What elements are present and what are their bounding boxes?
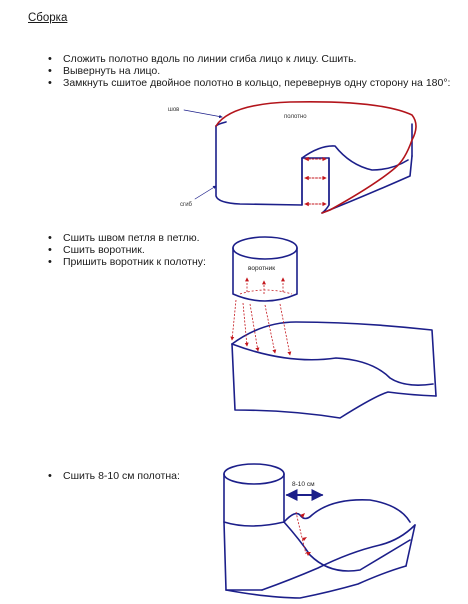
collar-label: воротник <box>248 265 276 272</box>
fold-label: сгиб <box>180 202 192 208</box>
base3-left <box>224 522 262 590</box>
base3-top <box>284 500 410 522</box>
seam-label: шов <box>168 107 180 113</box>
seam-pointer <box>184 110 222 117</box>
base-ring-inner <box>232 344 433 385</box>
ring-seam-divider <box>302 158 329 205</box>
base3-fold <box>262 525 415 590</box>
step3-item-1: • Сшить 8-10 см полотна: <box>46 470 180 482</box>
base3-front <box>226 566 406 598</box>
fold-pointer <box>195 186 216 199</box>
step1-item-1: • Сложить полотно вдоль по линии сгиба лицо к лицу. Сшить. <box>46 53 450 65</box>
collar3-top-ellipse <box>224 464 284 484</box>
step2-item-1: • Сшить швом петля в петлю. <box>46 232 206 244</box>
page-title: Сборка <box>28 12 68 24</box>
base3-inner <box>284 522 410 571</box>
step1-item-2: • Вывернуть на лицо. <box>46 65 450 77</box>
ring-join-markers <box>305 159 326 204</box>
fabric-label: полотно <box>284 114 307 120</box>
step2-item-2: • Сшить воротник. <box>46 244 206 256</box>
collar-top-ellipse <box>233 237 297 259</box>
collar-attach-markers <box>232 278 292 355</box>
step1-item-3: • Замкнуть сшитое двойное полотно в кольцо, перевернув одну сторону на 180°: <box>46 77 450 89</box>
sewing-diagram <box>224 464 415 598</box>
step2-item-3: • Пришить воротник к полотну: <box>46 256 206 268</box>
base-ring-front <box>232 344 436 418</box>
measure-label: 8-10 см <box>292 481 315 488</box>
